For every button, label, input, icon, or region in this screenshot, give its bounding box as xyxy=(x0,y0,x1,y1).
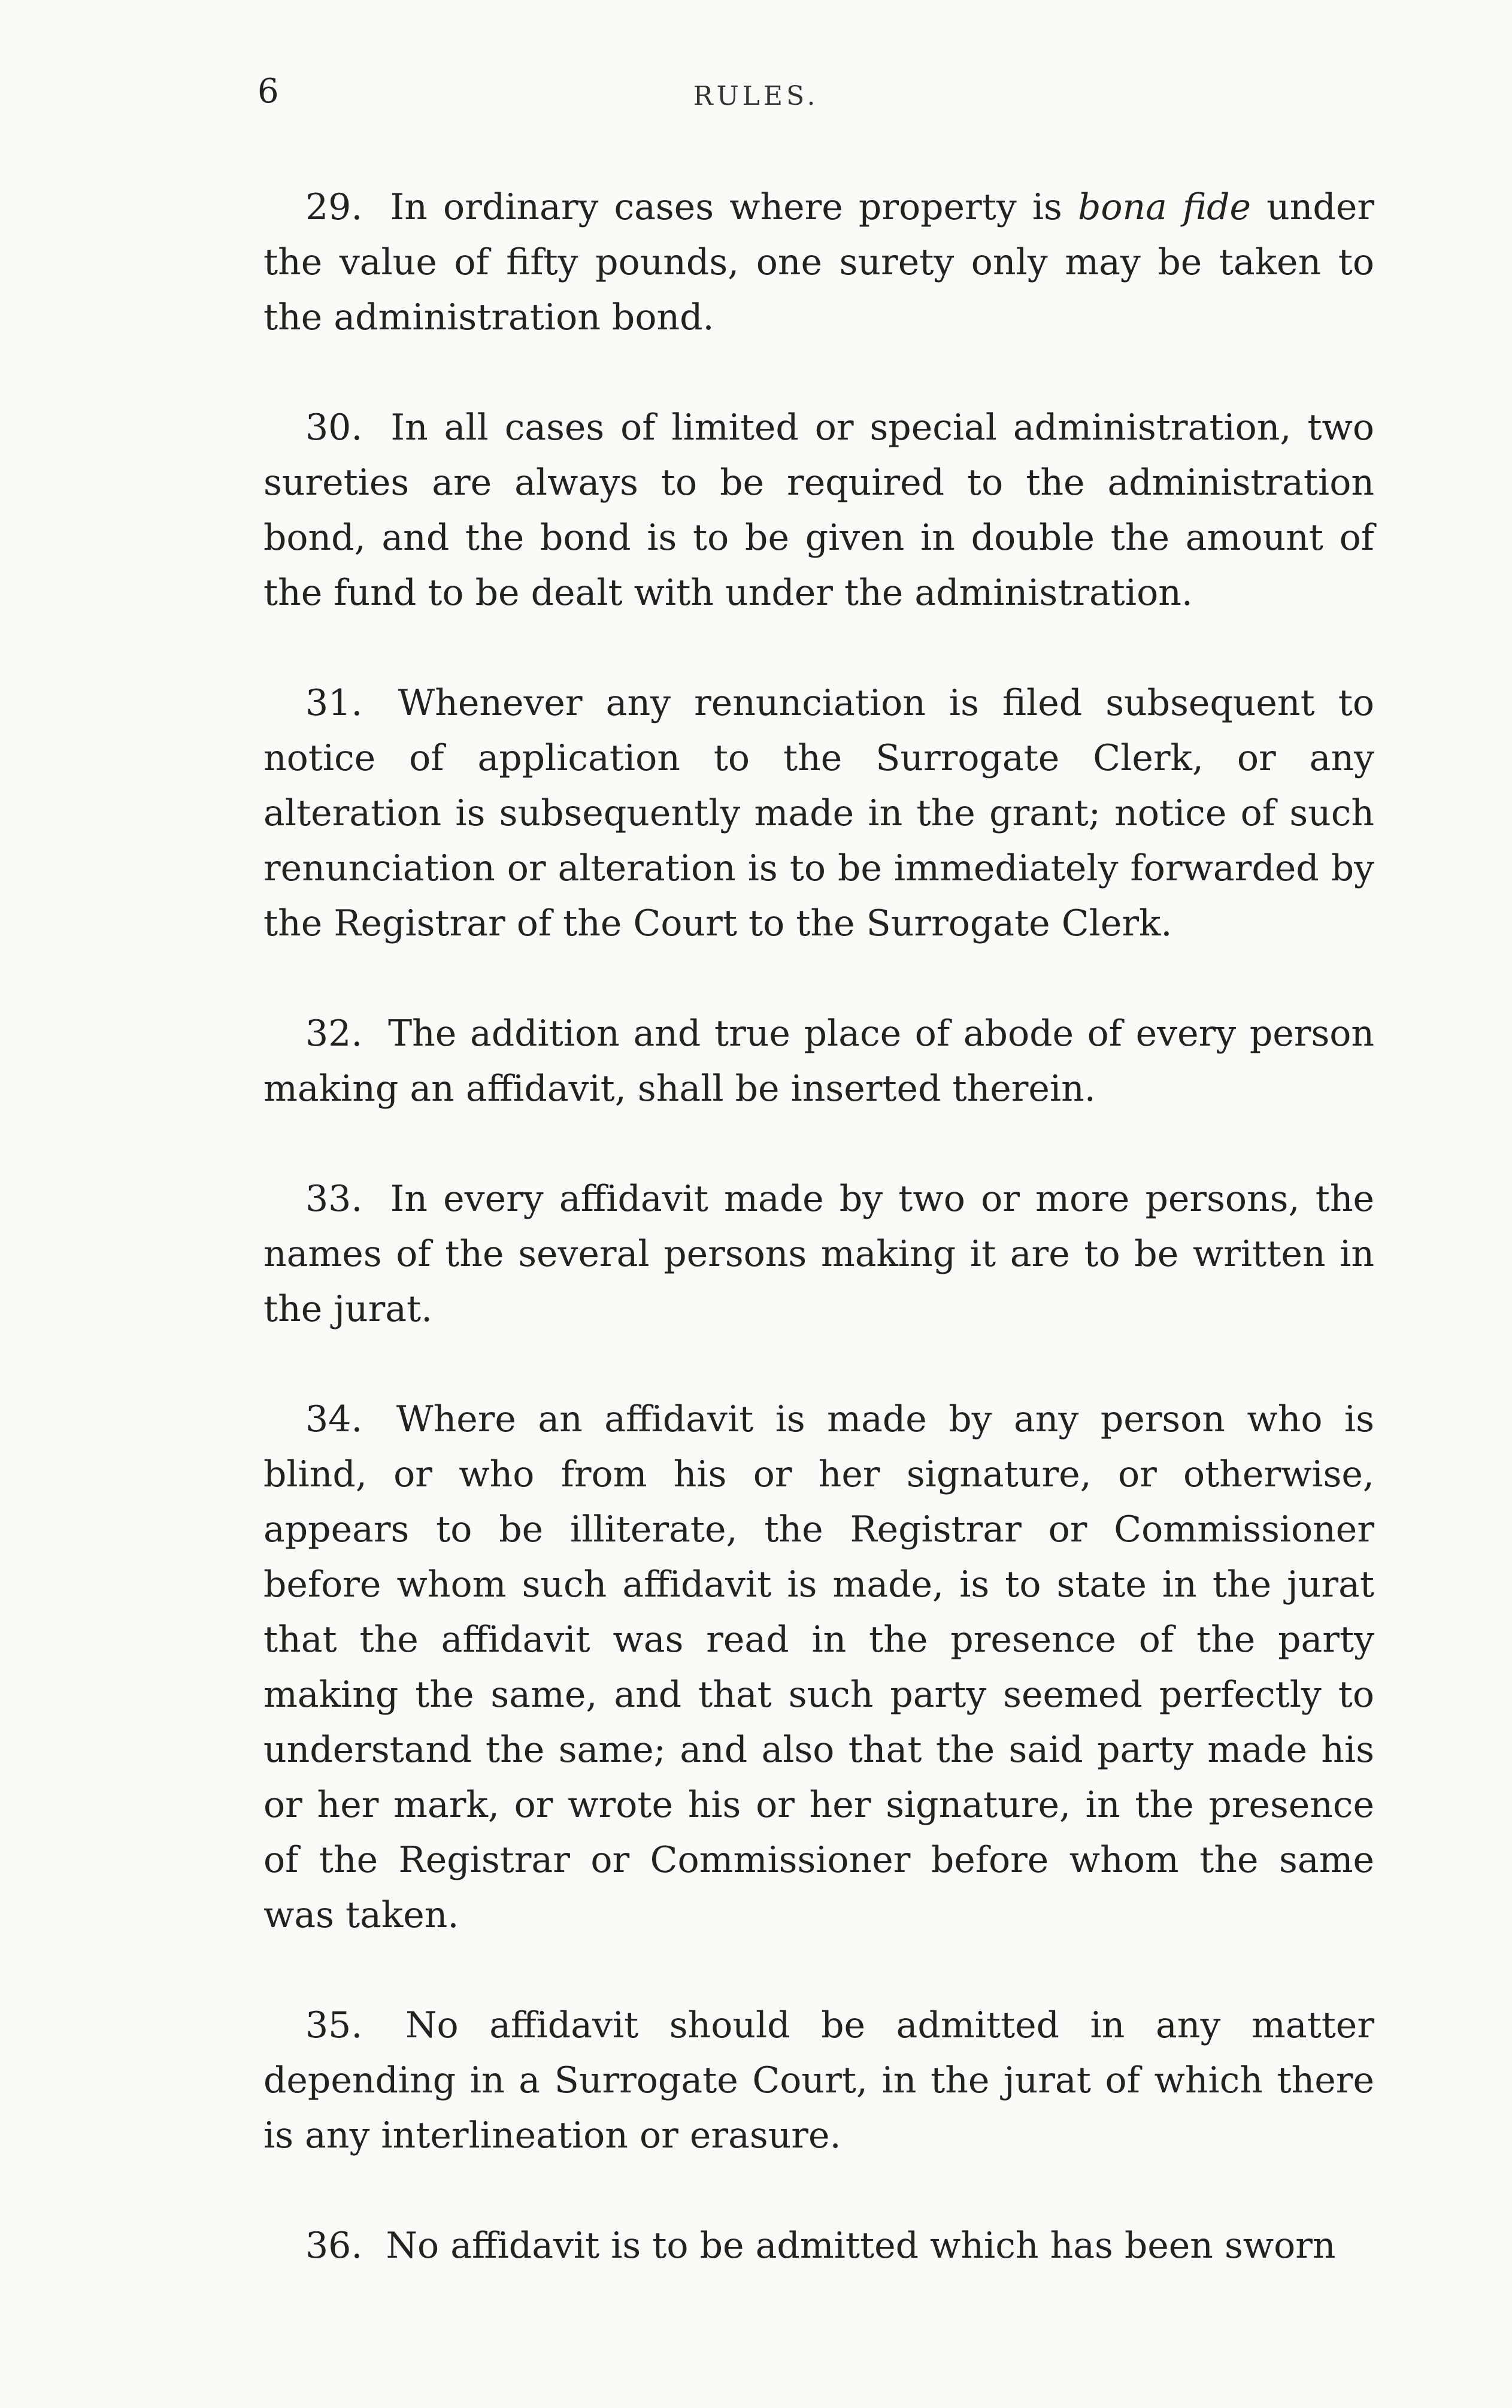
rule-text: In all cases of limited or special administration, two sureties are always to be required to the administration bond, and the bond is to be given in double the amount of the fund to be dealt with under the administration. xyxy=(263,407,1374,614)
rule-text: No affidavit should be admitted in any matter depending in a Surrogate Court, in the jurat of which there is any interlineation or erasure. xyxy=(263,2004,1374,2156)
rule-text: under the value of fifty pounds, one surety only may be taken to the administration bond. xyxy=(263,186,1375,338)
rule-text: Where an affidavit is made by any person who is blind, or who from his or her signature, or otherwise, appears to be illiterate, the Registrar or Commissioner before whom such affidavit is made, is to state in the jurat that the affidavit was read in the presence of the party making the same, and that such party seemed perfectly to understand the same; and also that the said party made his or her mark, or wrote his or her signature, in the presence of the Registrar or Commissioner before whom the same was taken. xyxy=(263,1398,1374,1936)
rule-number: 32. xyxy=(305,1013,363,1055)
running-title: RULES. xyxy=(693,81,819,111)
rule-emphasis: bona fide xyxy=(1077,186,1251,228)
rule-34 xyxy=(263,1392,1374,1943)
rule-text: The addition and true place of abode of every person making an affidavit, shall be inserted therein. xyxy=(263,1013,1374,1110)
rule-30 xyxy=(263,400,1374,620)
rule-36 xyxy=(263,2218,1374,2273)
rule-number: 30. xyxy=(305,407,363,449)
rule-text: No affidavit is to be admitted which has been sworn xyxy=(386,2225,1336,2267)
rule-number: 36. xyxy=(305,2225,363,2267)
rule-number: 31. xyxy=(305,682,363,724)
rule-text: Whenever any renunciation is filed subsequent to notice of application to the Surrogate Clerk, or any alteration is subsequently made in the grant; notice of such renunciation or alteration is to be immediately forwarded by the Registrar of the Court to the Surrogate Clerk. xyxy=(263,682,1375,944)
rule-number: 34. xyxy=(305,1398,363,1440)
rule-32 xyxy=(263,1006,1374,1116)
rule-33 xyxy=(263,1171,1374,1337)
rule-text: In ordinary cases where property is xyxy=(390,186,1062,228)
rule-35 xyxy=(263,1998,1374,2163)
rule-number: 35. xyxy=(305,2004,363,2046)
rule-29 xyxy=(263,180,1374,345)
page-number: 6 xyxy=(257,72,279,111)
rule-text: In every affidavit made by two or more persons, the names of the several persons making it are to be written in the jurat. xyxy=(263,1178,1374,1330)
rule-number: 29. xyxy=(305,186,363,228)
rule-number: 33. xyxy=(305,1178,363,1220)
rules-body xyxy=(263,180,1374,2273)
rule-31 xyxy=(263,676,1374,951)
